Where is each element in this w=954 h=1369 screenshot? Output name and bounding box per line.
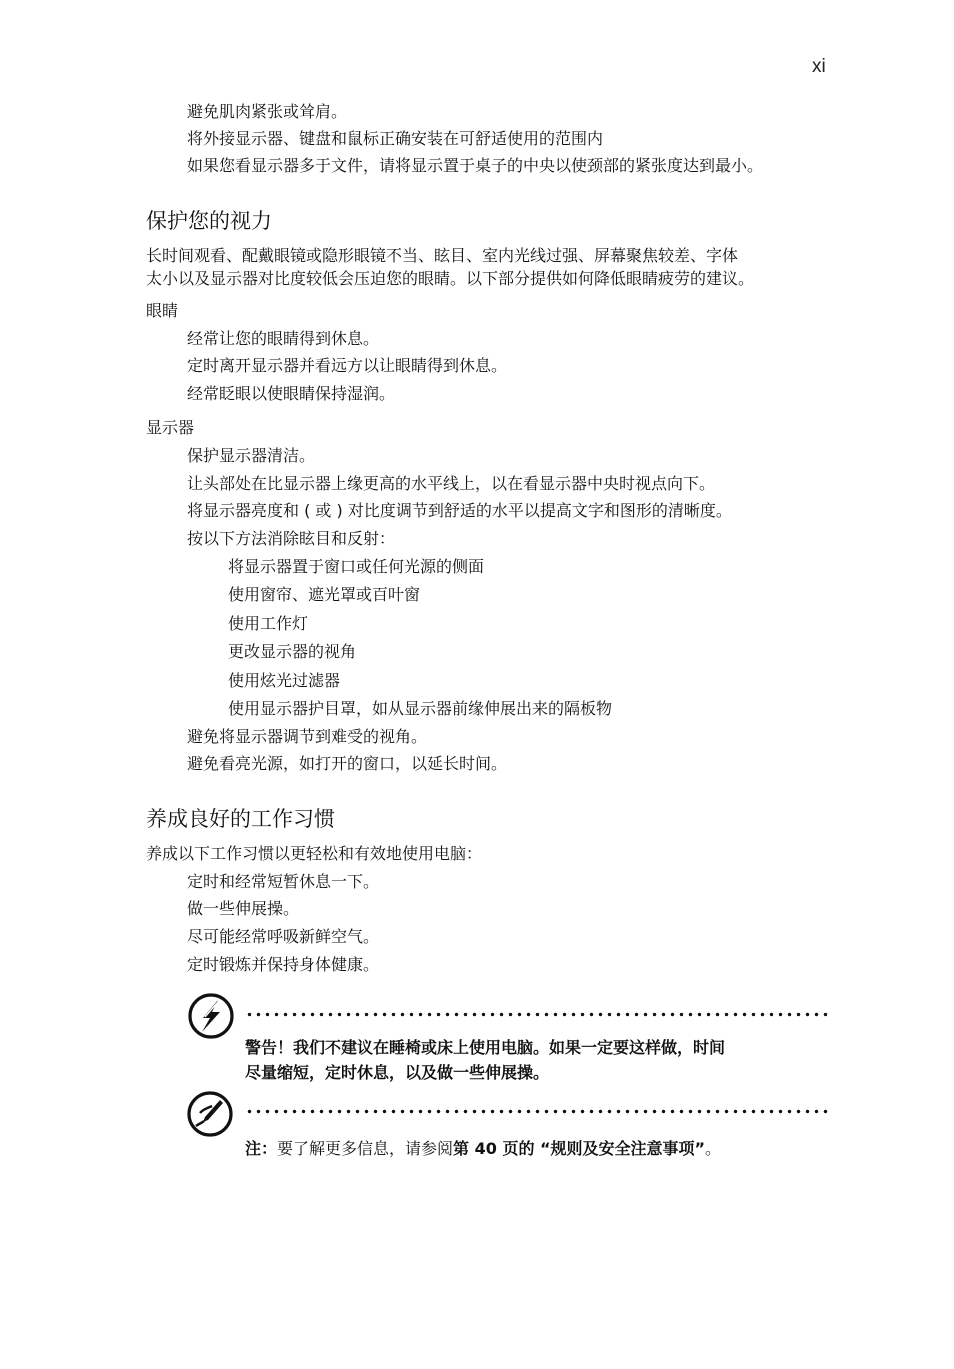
vision-paragraph-line: 长时间观看、配戴眼镜或隐形眼镜不当、眩目、室内光线过强、屏幕聚焦较差、字体 bbox=[146, 246, 739, 265]
note-body: 要了解更多信息，请参阅 bbox=[277, 1139, 454, 1158]
display-item: 将显示器亮度和 ( 或 ) 对比度调节到舒适的水平以提高文字和图形的清晰度。 bbox=[187, 501, 732, 520]
eyes-item: 经常眨眼以使眼睛保持湿润。 bbox=[187, 384, 396, 403]
intro-item: 如果您看显示器多于文件，请将显示置于桌子的中央以使颈部的紧张度达到最小。 bbox=[187, 156, 764, 175]
display-item: 避免将显示器调节到难受的视角。 bbox=[187, 727, 428, 746]
glare-item: 将显示器置于窗口或任何光源的侧面 bbox=[228, 557, 485, 576]
note-text bbox=[245, 1139, 721, 1159]
note-divider bbox=[245, 1109, 830, 1114]
glare-item: 使用显示器护目罩，如从显示器前缘伸展出来的隔板物 bbox=[228, 699, 613, 718]
habits-item: 定时和经常短暂休息一下。 bbox=[187, 872, 380, 891]
glare-item: 使用工作灯 bbox=[228, 614, 309, 633]
warning-lightning-icon bbox=[187, 992, 235, 1040]
glare-item: 使用炫光过滤器 bbox=[228, 671, 341, 690]
display-label: 显示器 bbox=[146, 418, 195, 437]
note-prefix: 注： bbox=[245, 1139, 278, 1158]
warning-text-line: 尽量缩短，定时休息，以及做一些伸展操。 bbox=[245, 1063, 550, 1082]
note-reference: 第 40 页的 “规则及安全注意事项” bbox=[453, 1139, 706, 1158]
display-item: 按以下方法消除眩目和反射： bbox=[187, 529, 396, 548]
habits-item: 做一些伸展操。 bbox=[187, 899, 300, 918]
warning-text-line: 警告！我们不建议在睡椅或床上使用电脑。如果一定要这样做，时间 bbox=[245, 1038, 726, 1057]
display-item: 保护显示器清洁。 bbox=[187, 446, 316, 465]
habits-item: 定时锻炼并保持身体健康。 bbox=[187, 955, 380, 974]
eyes-label: 眼睛 bbox=[146, 301, 179, 320]
glare-item: 更改显示器的视角 bbox=[228, 642, 357, 661]
warning-divider bbox=[245, 1012, 830, 1017]
display-item: 避免看亮光源，如打开的窗口，以延长时间。 bbox=[187, 754, 508, 773]
eyes-item: 定时离开显示器并看远方以让眼睛得到休息。 bbox=[187, 356, 508, 375]
intro-item: 将外接显示器、键盘和鼠标正确安装在可舒适使用的范围内 bbox=[187, 129, 604, 148]
habits-intro: 养成以下工作习惯以更轻松和有效地使用电脑： bbox=[146, 844, 483, 863]
display-item: 让头部处在比显示器上缘更高的水平线上，以在看显示器中央时视点向下。 bbox=[187, 474, 716, 493]
glare-item: 使用窗帘、遮光罩或百叶窗 bbox=[228, 585, 421, 604]
page-number: xi bbox=[812, 56, 826, 77]
eyes-item: 经常让您的眼睛得到休息。 bbox=[187, 329, 380, 348]
habits-item: 尽可能经常呼吸新鲜空气。 bbox=[187, 927, 380, 946]
note-suffix: 。 bbox=[705, 1139, 722, 1158]
intro-item: 避免肌肉紧张或耸肩。 bbox=[187, 102, 348, 121]
vision-heading: 保护您的视力 bbox=[146, 209, 272, 233]
habits-heading: 养成良好的工作习惯 bbox=[146, 807, 335, 831]
vision-paragraph-line: 太小以及显示器对比度较低会压迫您的眼睛。以下部分提供如何降低眼睛疲劳的建议。 bbox=[146, 269, 755, 288]
note-pen-icon bbox=[186, 1090, 234, 1138]
